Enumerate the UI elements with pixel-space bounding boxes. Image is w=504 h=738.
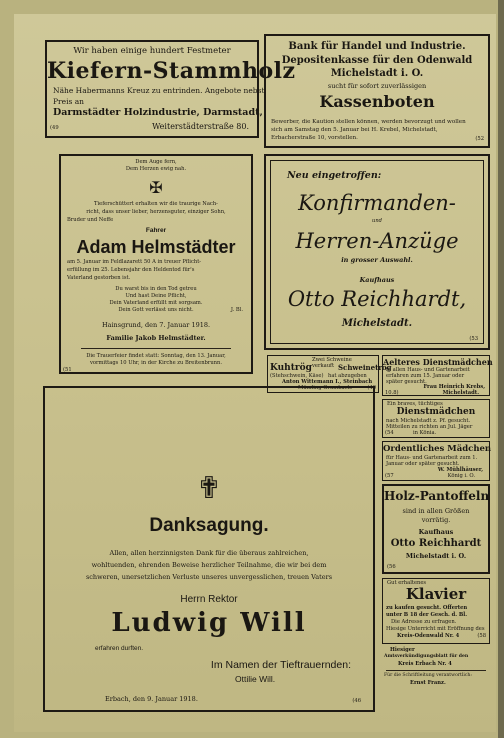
danks-place-date: Erbach, den 9. Januar 1918. [105,695,198,703]
dienst1-l3: erfahren zum 15. Januar oder [386,373,465,379]
konf-inner-frame [270,160,484,344]
danks-p1: Allen, allen herzinnigsten Dank für die überaus zahlreichen, [109,549,309,557]
danks-p2: wohltuenden, ehrenden Beweise herzlicher Teilnahme, die wir bei dem [91,561,327,569]
death-place-date: Hainsgrund, den 7. Januar 1918. [101,321,211,329]
newspaper-page [14,14,496,732]
bank-code: (52 [475,136,484,142]
bank-title: Kassenboten [319,92,435,111]
dienst3-l3: Januar oder später gesucht. [386,461,460,467]
dienst3-l4: W. Mühlhäuser, [437,467,483,473]
danks-p3: schweren, unersetzlichen Verluste unseres unvergesslichen, treuen Vaters [85,573,333,581]
death-poem2: Und hast Deine Pflicht, [125,293,187,299]
imprint [382,648,490,720]
dienst2-title: Dienstmädchen [396,407,476,417]
dienst2-code: (54 [385,430,394,436]
schw-left1: Zwei Schweine [312,357,352,363]
konf-city: Michelstadt. [341,318,413,329]
bank-body2: sich am Samstag den 5. Januar bei H. Krebel, Michelstadt, [271,127,438,133]
death-verse2: Dem Herzen ewig nah. [125,166,187,172]
danks-code: (46 [352,698,361,704]
death-p4: am 5. Januar im Feldlazarett 50 A in treuer Pflicht- [67,259,202,265]
ad-kiefern-stammholz [45,40,296,138]
klav-l4: unter B 18 der Gesch. d. Bl. [386,612,468,618]
iron-cross-icon: ✠ [149,178,163,197]
schw-line3: Anton Wittemann I., Steinbach [282,379,373,385]
pant-title: Holz-Pantoffeln [384,489,490,503]
dienst3-title: Ordentliches Mädchen [383,444,492,454]
ad-ordentliches-maedchen [382,441,490,481]
death-poem-signature: J. Bl. [230,307,243,313]
imprint-divider [386,670,486,671]
dienst2-l5: in Könia. [413,430,437,436]
schw-left-title: Kuhtrög [270,363,312,373]
dienst1-title: Aelteres Dienstmädchen [383,357,493,367]
schw-right-title: Schweinetrög [338,363,392,372]
death-p1: Tieferschüttert erhalten wir die traurige Nach- [94,201,218,207]
death-poem4: Dein Gott verlässt uns nicht. [118,307,194,313]
dienst2-l1: Ein braves, tüchtiges [387,401,443,407]
konf-title1: Konfirmanden- [298,191,456,215]
danks-sig1: Im Namen der Tieftrauernden: [210,659,351,671]
danks-name: Ludwig Will [111,608,307,638]
konf-line4: in grosser Auswahl. [341,256,413,264]
ad-klavier [382,578,490,644]
death-p6: Vaterland gestorben ist. [67,275,131,281]
klav-title: Klavier [405,585,467,603]
schw-small2: hat abzugeben [328,373,367,379]
dienst2-l4: Mitteilen zu richten an Jul. Jäger [386,424,473,430]
schw-left2: verkauft [312,363,335,369]
konf-line1: Neu eingetroffen: [287,170,382,181]
holz-company: Darmstädter Holzindustrie, Darmstadt, [53,107,263,118]
ad-holz-pantoffeln [382,484,490,574]
holz-title: Kiefern-Stammholz [47,58,296,84]
imprint-l5: Ernst Franz. [410,680,446,686]
death-name: Adam Helmstädter [76,237,236,257]
bank-line1: Bank für Handel und Industrie. [288,41,466,52]
dienst1-l5: Frau Heinrich Krebs, [423,384,485,390]
ad-danksagung [43,386,375,712]
death-rank: Fahrer [145,227,167,234]
klav-code: (58 [477,633,486,639]
holz-line4: Preis an [53,97,85,106]
death-p2: richt, dass unser lieber, herzensguter, einziger Sohn, [86,209,226,215]
imprint-l1: Hiesiger [390,647,415,653]
dienst1-l4: später gesucht. [386,379,427,385]
death-poem3: Dein Vaterland erfüllt mit sorgsam. [109,300,203,306]
death-divider [81,348,231,349]
holz-line1: Wir haben einige hundert Festmeter [73,46,231,56]
death-footer2: vormittags 10 Uhr, in der Kirche zu Breitenbrunn. [89,360,223,366]
holz-street: Weiterstädterstraße 80. [152,122,249,131]
klav-l3: zu kaufen gesucht. Offerten [386,605,468,611]
schw-small1: (Stehschwein, Käse) [270,373,324,379]
danks-rank: Herrn Rektor [180,594,238,605]
schw-code: (40 [367,385,376,391]
bank-line4: sucht für sofort zuverlässigen [327,82,427,90]
dienst3-code: (57 [385,473,394,479]
imprint-l2: Amtsverkündigungsblatt für den [384,654,469,659]
ad-death-notice [59,154,253,374]
bank-line2: Depositenkasse für den Odenwald [281,55,473,66]
death-family: Familie Jakob Helmstädter. [106,334,206,342]
imprint-l4: Für die Schriftleitung verantwortlich: [384,673,472,678]
page-edge [498,0,504,738]
death-p3: Bruder und Neffe [67,217,114,223]
pant-l2: sind in allen Größen [402,507,470,515]
dienst1-l2: in allen Haus- und Gartenarbeit [386,367,470,373]
death-footer1: Die Trauerfeier findet statt: Sonntag, den 13. Januar, [86,353,226,359]
danks-sig2: Ottilie Will. [235,674,276,684]
dienst2-l3: nach Michelstadt z. Pf. gesucht. [386,418,471,424]
dienst1-l6: Michelstadt. [442,390,479,396]
konf-und: und [371,218,382,224]
dienst3-l5: König i. O. [447,473,475,479]
ad-dienstmaedchen-2 [382,399,490,438]
death-code: (51 [63,367,72,373]
klav-l7: Kreis-Odenwald Nr. 4 [397,633,460,639]
konf-title2: Herren-Anzüge [295,229,459,253]
mourning-ribbon-icon: ✟ [196,471,222,506]
danks-p4: erfahren durften. [95,645,144,652]
bank-body1: Bewerber, die Kaution stellen können, werden bevorzugt und wollen [271,119,466,125]
klav-l1: Gut erhaltenes [387,580,427,586]
klav-l6: Hiesige Unterricht mit Eröffnung des [386,626,485,632]
death-poem1: Du warst bis in den Tod getreu [115,286,197,292]
holz-line3: Nähe Habermanns Kreuz zu entrinden. Angebote nebst [53,86,265,95]
ad-dienstmaedchen-1 [382,355,493,396]
bank-line3: Michelstadt i. O. [330,68,424,79]
dienst3-l2: für Haus- und Gartenarbeit zum 1. [386,455,478,461]
pant-code: (56 [387,564,396,570]
pant-city: Michelstadt i. O. [405,552,467,560]
pant-l3: vorrätig. [421,516,451,524]
pant-kaufhaus: Kaufhaus [418,528,454,536]
konf-kaufhaus: Kaufhaus [359,276,395,284]
death-p5: erfüllung im 25. Lebensjahr den Heldentod für's [67,267,195,273]
imprint-l3: Kreis Erbach Nr. 4 [398,661,452,667]
klav-l5: Die Adresse zu erfragen. [391,619,457,625]
bank-body3: Erbacherstraße 10, vorstellen. [271,135,358,141]
death-verse1: Dem Auge fern, [135,159,177,165]
konf-name: Otto Reichhardt, [287,287,467,311]
schw-line4: Mümling-Grumbach. [298,385,353,391]
danks-title: Danksagung. [149,515,269,536]
holz-code: (49 [50,125,59,131]
pant-name: Otto Reichhardt [390,538,482,549]
konf-code: (53 [469,336,478,342]
ad-konfirmanden [264,154,490,350]
ad-bank-kassenboten [264,34,490,148]
dienst1-code: 10.8) [385,390,399,396]
